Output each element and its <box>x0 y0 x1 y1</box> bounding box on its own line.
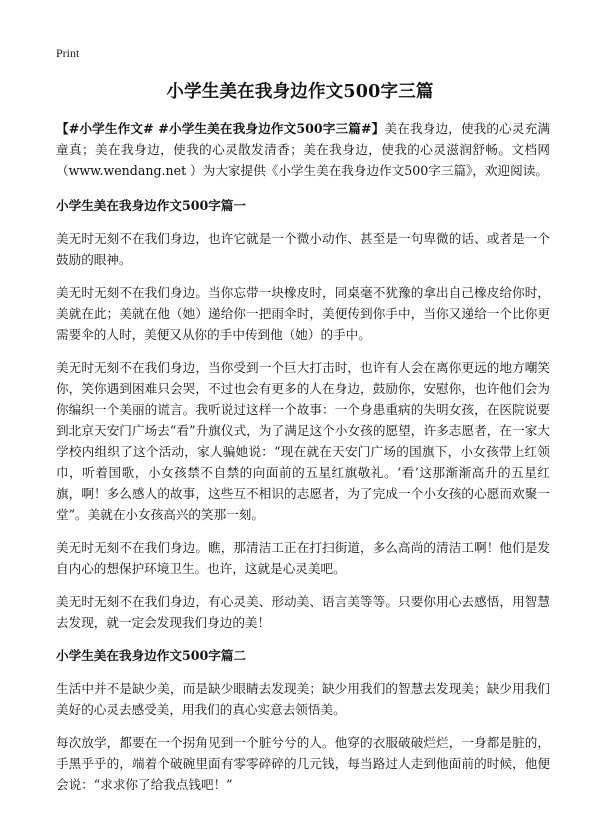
section-1-paragraph-4: 美无时无刻不在我们身边。瞧，那清洁工正在打扫街道，多么高尚的清洁工啊！他们是发自内心的想保护环境卫生。也许，这就是心灵美吧。 <box>56 540 550 576</box>
section-1-paragraph-1: 美无时无刻不在我们身边，也许它就是一个微小动作、甚至是一句卑微的话、或者是一个鼓励的眼神。 <box>56 231 550 267</box>
document-body <box>56 118 550 807</box>
intro-text: 美在我身边，使我的心灵充满童真；美在我身边，使我的心灵散发清香；美在我身边，使我的心灵滋润舒畅。文档网（www.wendang.net ）为大家提供《小学生美在我身边作文500字三篇》，欢迎阅读。 <box>56 121 550 178</box>
section-1-paragraph-3: 美无时无刻不在我们身边，当你受到一个巨大打击时，也许有人会在离你更远的地方嘲笑你，笑你遇到困难只会哭，不过也会有更多的人在身边，鼓励你，安慰你，也许他们会为你编织一个美丽的谎言。我听说过这样一个故事：一个身患重病的失明女孩，在医院说要到北京天安门广场去“看”升旗仪式，为了满足这个小女孩的愿望，许多志愿者，在一家大学校内组织了这个活动，家人骗她说：“现在就在天安门广场的国旗下，小女孩带上红领巾，听着国歌，小女孩禁不自禁的向面前的五星红旗敬礼。‘看’这那渐渐高升的五星红旗，啊！多么感人的故事，这些互不相识的志愿者，为了完成一个小女孩的心愿而欢聚一堂”。美就在小女孩高兴的笑那一刻。 <box>56 360 550 522</box>
section-2-paragraph-1: 生活中并不是缺少美，而是缺少眼睛去发现美；缺少用我们的智慧去发现美；缺少用我们美好的心灵去感受美，用我们的真心实意去领悟美。 <box>56 681 550 717</box>
print-label: Print <box>56 46 80 60</box>
section-2-paragraph-2: 每次放学，都要在一个拐角见到一个脏兮兮的人。他穿的衣服破破烂烂，一身都是脏的，手黑乎乎的，端着个破碗里面有零零碎碎的几元钱，每当路过人走到他面前的时候，他便会说：“求求你了给我点钱吧！” <box>56 735 550 792</box>
section-1-heading: 小学生美在我身边作文500字篇一 <box>56 198 247 213</box>
section-1-paragraph-2: 美无时无刻不在我们身边。当你忘带一块橡皮时，同桌毫不犹豫的拿出自己橡皮给你时，美就在此；美就在他（她）递给你一把雨伞时，美便传到你手中，当你又递给一个比你更需要伞的人时，美便又从你的手中传到他（她）的手中。 <box>56 285 550 342</box>
document-title: 小学生美在我身边作文500字三篇 <box>166 82 434 102</box>
section-1-paragraph-5: 美无时无刻不在我们身边，有心灵美、形动美、语言美等等。只要你用心去感悟，用智慧去发现，就一定会发现我们身边的美！ <box>56 594 550 630</box>
intro-tags: 【#小学生作文# #小学生美在我身边作文500字三篇#】 <box>56 121 385 136</box>
section-2-heading: 小学生美在我身边作文500字篇二 <box>56 648 247 663</box>
intro-paragraph <box>56 118 550 181</box>
